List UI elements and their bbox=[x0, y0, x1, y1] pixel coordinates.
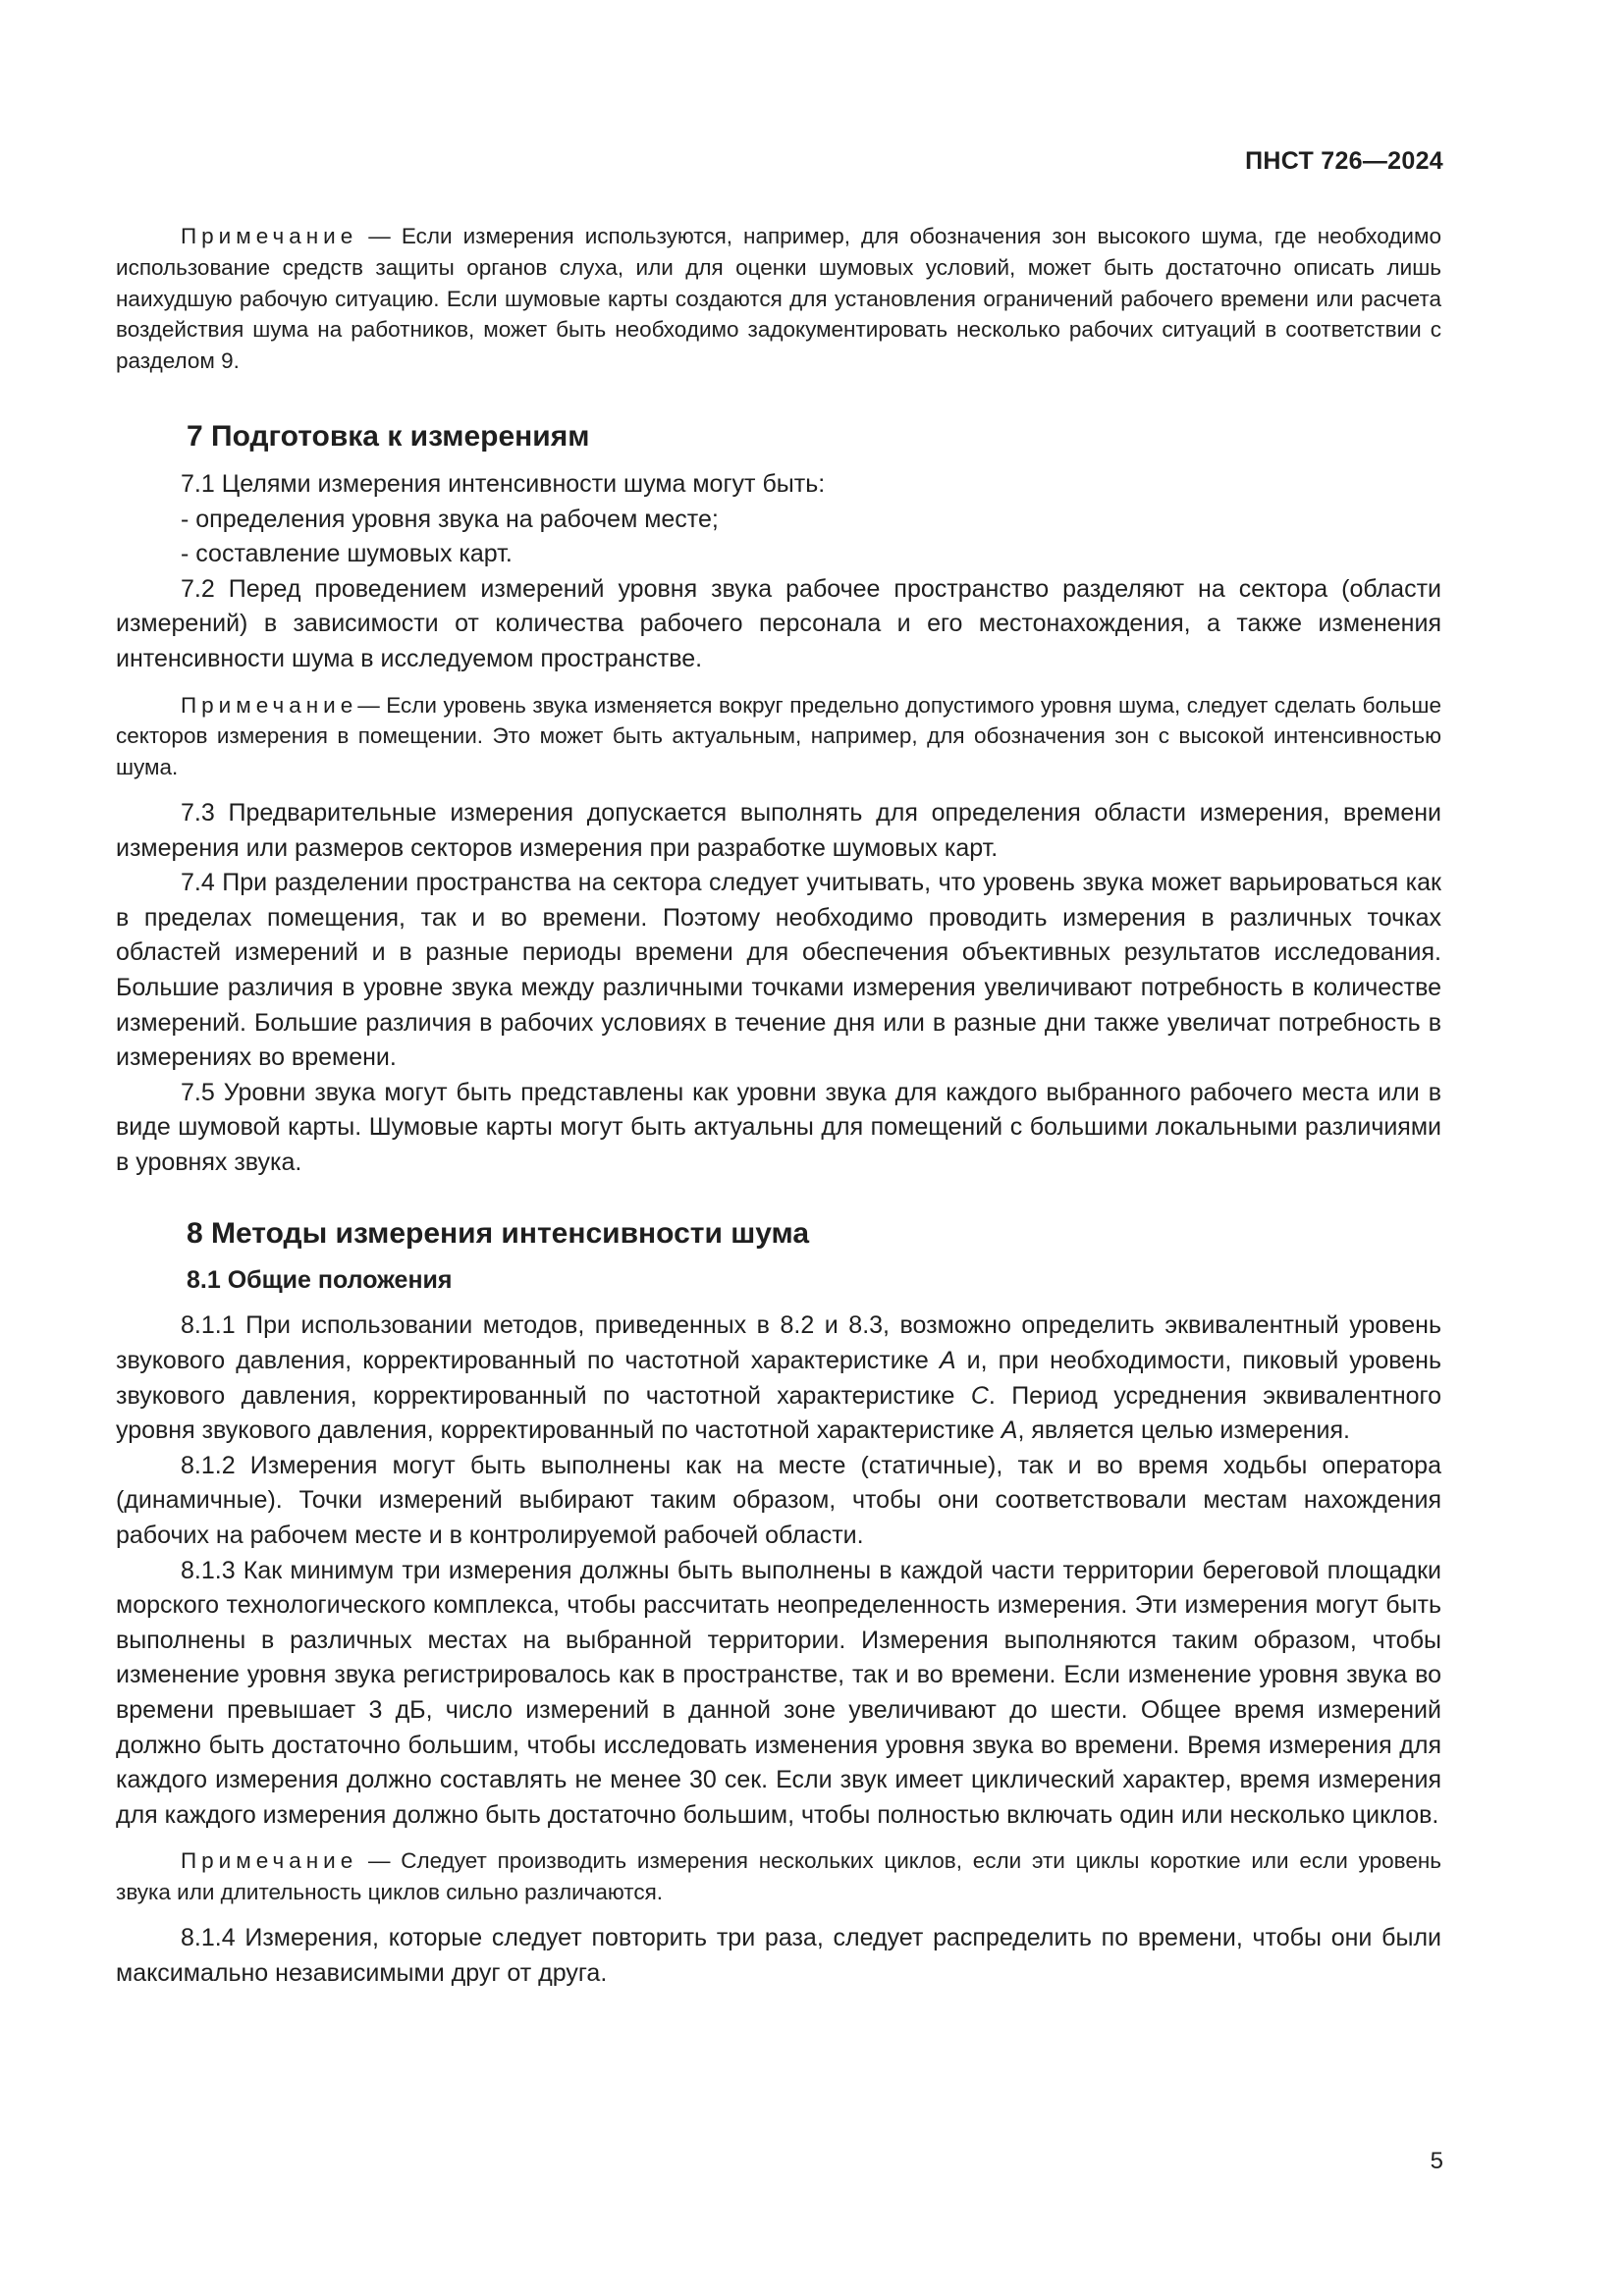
note-label: Примечание bbox=[181, 1848, 358, 1874]
note-paragraph bbox=[116, 690, 1441, 783]
symbol-a: A bbox=[939, 1347, 956, 1375]
note-label: Примечание bbox=[181, 692, 358, 718]
paragraph-7-2: 7.2 Перед проведением измерений уровня звука рабочее пространство разделяют на сектора (области измерений) в зависимости от количества рабочего персонала и его местонахождения, а также изменения интенсивности шума в исследуемом пространстве. bbox=[116, 574, 1441, 672]
list-item: - составление шумовых карт. bbox=[181, 540, 513, 568]
paragraph-8-1-1-text: и, при необходимости, пиковый уровень звукового давления, корректированный по частотной характеристике bbox=[116, 1347, 1442, 1410]
page-number: 5 bbox=[1430, 2148, 1443, 2174]
paragraph-7-1: 7.1 Целями измерения интенсивности шума могут быть: bbox=[181, 469, 826, 498]
paragraph-8-1-1 bbox=[116, 1308, 1441, 1448]
paragraph-8-1-1-text: . Период усреднения эквивалентного уровня звукового давления, корректированный по частотной характеристике bbox=[116, 1381, 1442, 1445]
subsection-8-1-heading: 8.1 Общие положения bbox=[187, 1266, 453, 1295]
paragraph-7-4: 7.4 При разделении пространства на сектора следует учитывать, что уровень звука может варьироваться как в пределах помещения, так и во времени. Поэтому необходимо проводить измерения в различных точках областей измерений и в разные периоды времени для обеспечения объективных результатов исследования. Большие различия в уровне звука между различными точками измерения увеличивают потребность в количестве измерений. Большие различия в рабочих условиях в течение дня или в разные дни также увеличат потребность в измерениях во времени. bbox=[116, 869, 1441, 1072]
paragraph-7-3: 7.3 Предварительные измерения допускается выполнять для определения области измерения, времени измерения или размеров секторов измерения при разработке шумовых карт. bbox=[116, 798, 1441, 862]
section-7-heading: 7 Подготовка к измерениям bbox=[187, 419, 590, 453]
note-label: Примечание bbox=[181, 224, 358, 248]
paragraph-8-1-1-text: , является целью измерения. bbox=[1017, 1416, 1350, 1445]
paragraph-8-1-4: 8.1.4 Измерения, которые следует повторить три раза, следует распределить по времени, чтобы они были максимально независимыми друг от друга. bbox=[116, 1923, 1441, 1987]
list-item: - определения уровня звука на рабочем месте; bbox=[181, 505, 719, 533]
note-paragraph bbox=[116, 1845, 1441, 1908]
paragraph-8-1-1-text: 8.1.1 При использовании методов, приведенных в 8.2 и 8.3, возможно определить эквивалентный уровень звукового давления, корректированный по частотной характеристике bbox=[116, 1311, 1441, 1375]
symbol-a: A bbox=[1001, 1416, 1018, 1445]
paragraph-8-1-3: 8.1.3 Как минимум три измерения должны быть выполнены в каждой части территории береговой площадки морского технологического комплекса, чтобы рассчитать неопределенность измерения. Эти измерения могут быть выполнены в различных местах на выбранной территории. Измерения выполняются таким образом, чтобы изменение уровня звука регистрировалось как в пространстве, так и во времени. Если изменение уровня звука во времени превышает 3 дБ, число измерений в данной зоне увеличивают до шести. Общее время измерений должно быть достаточно большим, чтобы исследовать изменения уровня звука во времени. Время измерения для каждого измерения должно составлять не менее 30 сек. Если звук имеет циклический характер, время измерения для каждого измерения должно быть достаточно большим, чтобы полностью включать один или несколько циклов. bbox=[116, 1556, 1441, 1829]
document-code: ПНСТ 726—2024 bbox=[1245, 147, 1443, 175]
note-text: — Если уровень звука изменяется вокруг предельно допустимого уровня шума, следует сделать больше секторов измерения в помещении. Это может быть актуальным, например, для обозначения зон с высокой интенсивностью шума. bbox=[116, 692, 1441, 780]
symbol-c: C bbox=[970, 1381, 989, 1410]
section-8-heading: 8 Методы измерения интенсивности шума bbox=[187, 1217, 810, 1251]
paragraph-7-5: 7.5 Уровни звука могут быть представлены как уровни звука для каждого выбранного рабочего места или в виде шумовой карты. Шумовые карты могут быть актуальны для помещений с большими локальными различиями в уровнях звука. bbox=[116, 1078, 1441, 1176]
note-text: — Если измерения используются, например, для обозначения зон высокого шума, где необходимо использование средств защиты органов слуха, или для оценки шумовых условий, может быть достаточно описать лишь наихудшую рабочую ситуацию. Если шумовые карты создаются для установления ограничений рабочего времени или расчета воздействия шума на работников, может быть необходимо задокументировать несколько рабочих ситуаций в соответствии с разделом 9. bbox=[116, 224, 1441, 374]
paragraph-8-1-2: 8.1.2 Измерения могут быть выполнены как на месте (статичные), так и во время ходьбы оператора (динамичные). Точки измерений выбирают таким образом, чтобы они соответствовали местам нахождения рабочих на рабочем месте и в контролируемой рабочей области. bbox=[116, 1451, 1441, 1550]
note-text: — Следует производить измерения нескольких циклов, если эти циклы короткие или если уровень звука или длительность циклов сильно различаются. bbox=[116, 1848, 1441, 1905]
page-content bbox=[116, 221, 1441, 1991]
note-paragraph bbox=[116, 221, 1441, 377]
